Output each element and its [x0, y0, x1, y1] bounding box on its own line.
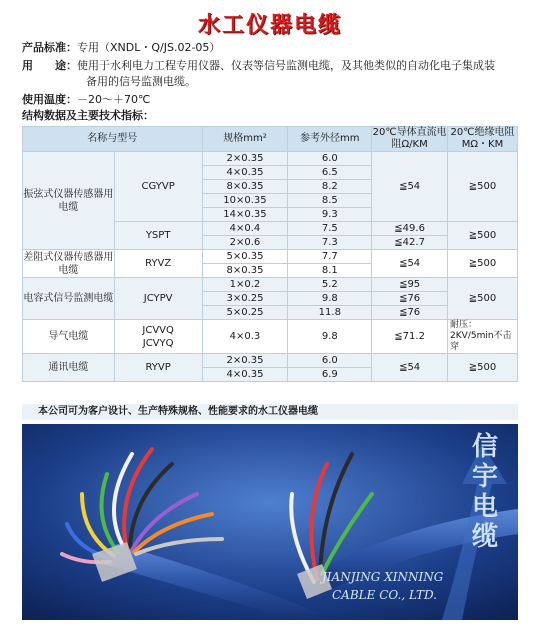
standard-value: 专用（XNDL・Q/JS.02-05） [77, 41, 221, 54]
cell-spec: 4×0.35 [202, 368, 288, 382]
cell-model-1: JCVVQ [142, 324, 174, 336]
cell-od: 6.0 [288, 152, 372, 166]
standard-line [22, 40, 220, 56]
cell-od: 7.5 [288, 222, 372, 236]
brand-vertical: 信宇电缆 [472, 432, 499, 552]
cell-od: 5.2 [288, 278, 372, 292]
cell-od: 6.9 [288, 368, 372, 382]
cell-od: 8.5 [288, 194, 372, 208]
header-resistance: 20℃导体直流电阻Ω/KM [372, 127, 447, 150]
struct-label: 结构数据及主要技术指标： [22, 109, 154, 122]
cable-photo [22, 424, 518, 620]
cell-insulation: ≧500 [448, 354, 518, 382]
cell-model: CGYVP [114, 152, 202, 222]
cell-spec: 10×0.35 [202, 194, 288, 208]
cell-spec: 8×0.35 [202, 264, 288, 278]
cell-resistance: ≦95 [372, 278, 448, 292]
cell-od: 7.3 [288, 236, 372, 250]
cell-insulation: ≧500 [448, 278, 518, 320]
cell-resistance: ≦54 [372, 354, 448, 382]
cell-name: 电容式信号监测电缆 [23, 278, 115, 320]
cell-resistance: ≦54 [372, 250, 448, 278]
cell-model: RYVZ [114, 250, 202, 278]
cell-name: 振弦式仪器传感器用电缆 [23, 152, 115, 250]
cell-resistance: ≦42.7 [372, 236, 448, 250]
cell-spec: 3×0.25 [202, 292, 288, 306]
cell-spec: 5×0.35 [202, 250, 288, 264]
cell-name: 导气电缆 [23, 320, 115, 354]
spec-table [22, 126, 518, 382]
cell-resistance: ≦71.2 [372, 320, 448, 354]
table-row [23, 152, 518, 166]
cell-name: 差阻式仪器传感器用电缆 [23, 251, 114, 276]
cell-spec: 2×0.35 [202, 354, 288, 368]
cell-od: 11.8 [288, 306, 372, 320]
header-spec: 规格mm² [202, 127, 288, 152]
cell-model: RYVP [114, 354, 202, 382]
cell-spec: 1×0.2 [202, 278, 288, 292]
use-line [22, 58, 495, 74]
cell-model: YSPT [114, 222, 202, 250]
temp-value: －20～＋70℃ [77, 93, 151, 106]
cell-resistance: ≦54 [372, 152, 448, 222]
cell-resistance: ≦76 [372, 306, 448, 320]
cell-od: 8.2 [288, 180, 372, 194]
cell-spec: 2×0.6 [202, 236, 288, 250]
header-name: 名称与型号 [23, 127, 203, 152]
header-od: 参考外径mm [288, 127, 372, 152]
table-row [23, 320, 518, 354]
page-title: 水工仪器电缆 [197, 13, 342, 38]
custom-note: 本公司可为客户设计、生产特殊规格、性能要求的水工仪器电缆 [22, 404, 518, 420]
cell-insulation: ≧500 [448, 152, 518, 222]
use-line-2 [22, 74, 196, 90]
cell-od: 9.3 [288, 208, 372, 222]
brand-line-1: JIANJING XINNING [322, 570, 444, 584]
cell-resistance: ≦76 [372, 292, 448, 306]
cell-spec: 8×0.35 [202, 180, 288, 194]
cell-spec: 4×0.3 [202, 320, 288, 354]
cell-spec: 5×0.25 [202, 306, 288, 320]
cell-od: 7.7 [288, 250, 372, 264]
table-row [23, 354, 518, 368]
cell-od: 9.8 [288, 292, 372, 306]
standard-label: 产品标准： [22, 41, 77, 54]
cell-insulation: ≧500 [448, 222, 518, 250]
cell-od: 9.8 [288, 320, 372, 354]
cell-resistance: ≦49.6 [372, 222, 448, 236]
struct-line [22, 108, 154, 124]
cell-insulation: ≧500 [448, 250, 518, 278]
use-value-2: 备用的信号监测电缆。 [86, 75, 196, 88]
header-insulation: 20℃绝缘电阻MΩ・KM [448, 127, 518, 152]
cell-insulation: 耐压：2KV/5min不击穿 [448, 320, 518, 354]
table-row [23, 250, 518, 264]
cell-spec: 4×0.4 [202, 222, 288, 236]
cell-od: 6.0 [288, 354, 372, 368]
temp-line [22, 92, 150, 108]
cell-spec: 2×0.35 [202, 152, 288, 166]
cell-model-2: JCVYQ [142, 337, 174, 349]
cell-od: 6.5 [288, 166, 372, 180]
use-label: 用 途： [22, 59, 77, 72]
cell-spec: 4×0.35 [202, 166, 288, 180]
cell-spec: 14×0.35 [202, 208, 288, 222]
cell-model: JCYPV [114, 278, 202, 320]
cell-name: 通讯电缆 [23, 354, 115, 382]
use-value-1: 使用于水利电力工程专用仪器、仪表等信号监测电缆，及其他类似的自动化电子集成装 [77, 59, 495, 72]
cell-model [114, 320, 202, 354]
brand-line-2: CABLE CO., LTD. [332, 588, 437, 602]
cell-od: 8.1 [288, 264, 372, 278]
temp-label: 使用温度： [22, 93, 77, 106]
cable-illustration [22, 424, 518, 620]
table-header [23, 127, 518, 152]
table-row [23, 278, 518, 292]
